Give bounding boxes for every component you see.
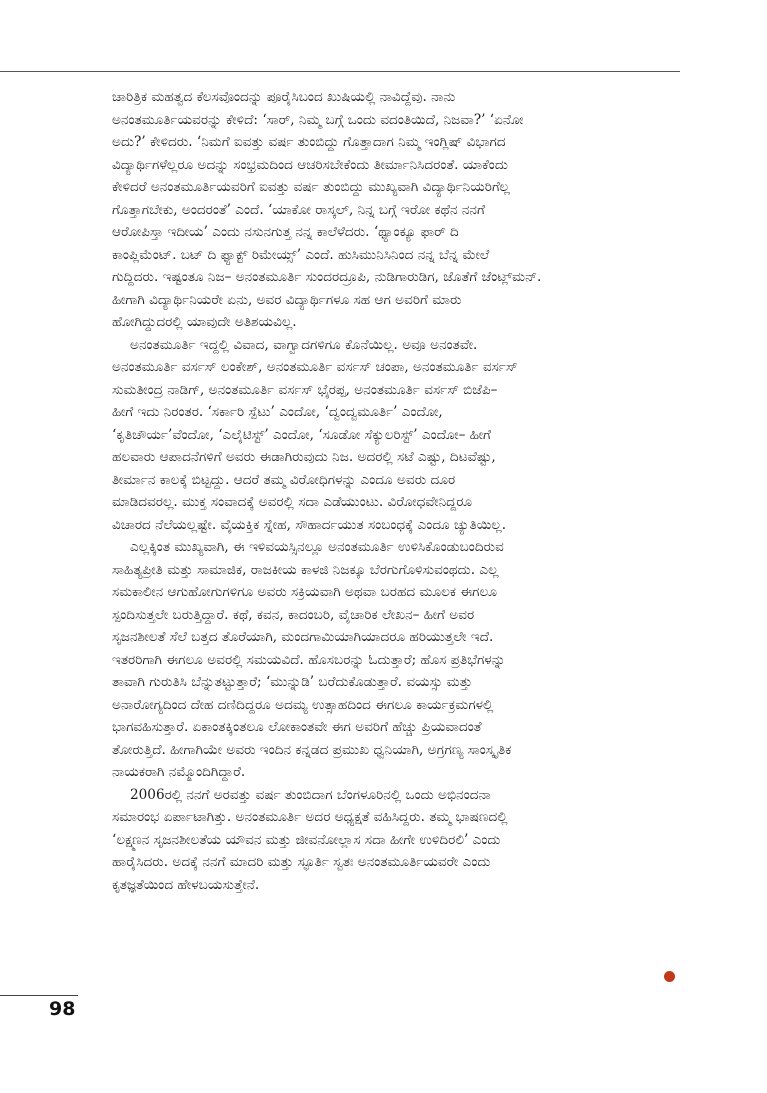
text-line-first: ಅನಂತಮೂರ್ತಿ ಇದ್ದಲ್ಲಿ ವಿವಾದ, ವಾಗ್ವಾದಗಳಿಗೂ ಕೊನೆಯಿಲ್ಲ. ಅವೂ ಅನಂತವೇ. [130,336,478,353]
paragraph-2 [112,334,672,537]
text-line-first: 2006ರಲ್ಲಿ ನನಗೆ ಅರವತ್ತು ವರ್ಷ ತುಂಬಿದಾಗ ಬೆಂಗಳೂರಿನಲ್ಲಿ ಒಂದು ಅಭಿನಂದನಾ [130,786,491,803]
paragraph-4 [112,784,672,897]
text-line: ತೀರ್ಮಾನ ಕಾಲಕ್ಕೆ ಬಿಟ್ಟದ್ದು. ಆದರೆ ತಮ್ಮ ವಿರೋಧಿಗಳನ್ನು ಎಂದೂ ಅವರು ದೂರ [112,471,456,488]
text-line: ಸಮಕಾಲೀನ ಆಗುಹೋಗುಗಳಿಗೂ ಅವರು ಸಕ್ರಿಯವಾಗಿ ಅಥವಾ ಬರಹದ ಮೂಲಕ ಈಗಲೂ [112,584,498,600]
text-line: ಭಾಗವಹಿಸುತ್ತಾರೆ. ಏಕಾಂತಕ್ಕಿಂತಲೂ ಲೋಕಾಂತವೇ ಈಗ ಅವರಿಗೆ ಹೆಚ್ಚು ಪ್ರಿಯವಾದಂತೆ [112,719,482,735]
page-number: 98 [49,998,76,1020]
text-line: ಅನಾರೋಗ್ಯದಿಂದ ದೇಹ ದಣಿದಿದ್ದರೂ ಅದಮ್ಯ ಉತ್ಸಾಹದಿಂದ ಈಗಲೂ ಕಾರ್ಯಕ್ರಮಗಳಲ್ಲಿ [112,696,494,713]
text-line: ಕಾಂಪ್ಲಿಮೆಂಟ್. ಬಟ್ ದಿ ಫ್ಯಾಕ್ಟ್ ರಿಮೇಯ್ಸ್’ ಎಂದೆ. ಹುಸಿಮುನಿಸಿನಿಂದ ನನ್ನ ಬೆನ್ನ ಮೇಲೆ [112,246,490,263]
text-line: ಹಲವಾರು ಆಪಾದನೆಗಳಿಗೆ ಅವರು ಈಡಾಗಿರುವುದು ನಿಜ. ಅದರಲ್ಲಿ ಸಟೆ ಎಷ್ಟು, ದಿಟವೆಷ್ಟು, [112,449,496,465]
text-line: ನಾಯಕರಾಗಿ ನಮ್ಮೊಂದಿಗಿದ್ದಾರೆ. [112,764,246,780]
text-line: ಅನಂತಮೂರ್ತಿಯವರನ್ನು ಕೇಳಿದೆ: ‘ಸಾರ್, ನಿಮ್ಮ ಬಗ್ಗೆ ಒಂದು ವದಂತಿಯಿದೆ, ನಿಜವಾ?’ ‘ಏನೋ [112,111,524,128]
text-line: ಇತರರಿಗಾಗಿ ಈಗಲೂ ಅವರಲ್ಲಿ ಸಮಯವಿದೆ. ಹೊಸಬರನ್ನು ಓದುತ್ತಾರೆ; ಹೊಸ ಪ್ರತಿಭೆಗಳನ್ನು [112,651,506,668]
text-line: ಹೋಗಿದ್ದುದರಲ್ಲಿ ಯಾವುದೇ ಅತಿಶಯವಿಲ್ಲ. [112,314,297,330]
text-line: ಕೇಳಿದರೆ ಅನಂತಮೂರ್ತಿಯವರಿಗೆ ಐವತ್ತು ವರ್ಷ ತುಂಬಿದ್ದು ಮುಖ್ಯವಾಗಿ ವಿದ್ಯಾರ್ಥಿನಿಯರಿಗೆಲ್ಲ [112,179,510,195]
body-text [112,86,672,896]
text-line: ಸೃಜನಶೀಲತೆ ಸೆಲೆ ಬತ್ತದ ತೊರೆಯಾಗಿ, ಮಂದಗಾಮಿಯಾಗಿಯಾದರೂ ಹರಿಯುತ್ತಲೇ ಇದೆ. [112,629,494,645]
text-line: ತೋರುತ್ತಿದೆ. ಹೀಗಾಗಿಯೇ ಅವರು ಇಂದಿನ ಕನ್ನಡದ ಪ್ರಮುಖ ಧ್ವನಿಯಾಗಿ, ಅಗ್ರಗಣ್ಯ ಸಾಂಸ್ಕೃತಿಕ [112,741,512,758]
text-line: ಅದು?’ ಕೇಳಿದರು. ‘ನಿಮಗೆ ಐವತ್ತು ವರ್ಷ ತುಂಬಿದ್ದು ಗೊತ್ತಾದಾಗ ನಿಮ್ಮ ಇಂಗ್ಲಿಷ್ ವಿಭಾಗದ [112,134,506,150]
text-line: ಹಾರೈಸಿದರು. ಅದಕ್ಕೆ ನನಗೆ ಮಾದರಿ ಮತ್ತು ಸ್ಫೂರ್ತಿ ಸ್ವತಃ ಅನಂತಮೂರ್ತಿಯವರೇ ಎಂದು [112,854,491,870]
text-line: ವಿಚಾರದ ನೆಲೆಯಲ್ಲಷ್ಟೇ. ವೈಯಕ್ತಿಕ ಸ್ನೇಹ, ಸೌಹಾರ್ದಯುತ ಸಂಬಂಧಕ್ಕೆ ಎಂದೂ ಚ್ಯುತಿಯಿಲ್ಲ. [112,516,507,533]
text-line: ಅನಂತಮೂರ್ತಿ ವರ್ಸಸ್ ಲಂಕೇಶ್, ಅನಂತಮೂರ್ತಿ ವರ್ಸಸ್ ಚಂಪಾ, ಅನಂತಮೂರ್ತಿ ವರ್ಸಸ್ [112,359,518,375]
text-line: ‘ಕೃತಿಚೌರ್ಯ’ವೆಂದೋ, ‘ಎಲೈಟಿಸ್ಟ್’ ಎಂದೋ, ‘ಸೂಡೋ ಸೆಕ್ಯುಲರಿಸ್ಟ್’ ಎಂದೋ– ಹೀಗೆ [112,426,491,443]
text-line: ಗುದ್ದಿದರು. ಇಷ್ಟಂತೂ ನಿಜ– ಅನಂತಮೂರ್ತಿ ಸುಂದರದ್ರೂಪಿ, ನುಡಿಗಾರುಡಿಗ, ಜೊತೆಗೆ ಜೆಂಟ್ಲ್‌ಮನ್. [112,269,542,285]
paragraph-1 [112,86,672,334]
end-of-article-dot [664,971,675,982]
footer-rule [0,995,78,996]
text-line: ಸಾಹಿತ್ಯಪ್ರೀತಿ ಮತ್ತು ಸಾಮಾಜಿಕ, ರಾಜಕೀಯ ಕಾಳಜಿ ನಿಜಕ್ಕೂ ಬೆರಗುಗೊಳಿಸುವಂಥದು. ಎಲ್ಲ [112,561,499,578]
text-line: ವಿದ್ಯಾರ್ಥಿಗಳೆಲ್ಲರೂ ಅದನ್ನು ಸಂಭ್ರಮದಿಂದ ಆಚರಿಸಬೇಕೆಂದು ತೀರ್ಮಾನಿಸಿದರಂತೆ. ಯಾಕೆಂದು [112,156,508,173]
text-line: ಸ್ಪಂದಿಸುತ್ತಲೇ ಬರುತ್ತಿದ್ದಾರೆ. ಕಥೆ, ಕವನ, ಕಾದಂಬರಿ, ವೈಚಾರಿಕ ಲೇಖನ– ಹೀಗೆ ಅವರ [112,606,475,623]
text-line: ‘ಲಕ್ಷ್ಮಣನ ಸೃಜನಶೀಲತೆಯ ಯೌವನ ಮತ್ತು ಜೀವನೋಲ್ಲಾಸ ಸದಾ ಹೀಗೇ ಉಳಿದಿರಲಿ’ ಎಂದು [112,831,501,848]
text-line: ಚಾರಿತ್ರಿಕ ಮಹತ್ವದ ಕೆಲಸವೊಂದನ್ನು ಪೂರೈಸಿಬಂದ ಖುಷಿಯಲ್ಲಿ ನಾವಿದ್ದೆವು. ನಾನು [112,89,456,105]
text-line: ಮಾಡಿದವರಲ್ಲ. ಮುಕ್ತ ಸಂವಾದಕ್ಕೆ ಅವರಲ್ಲಿ ಸದಾ ಎಡೆಯುಂಟು. ವಿರೋಧವೇನಿದ್ದರೂ [112,494,473,510]
text-line-first: ಎಲ್ಲಕ್ಕಿಂತ ಮುಖ್ಯವಾಗಿ, ಈ ಇಳಿವಯಸ್ಸಿನಲ್ಲೂ ಅನಂತಮೂರ್ತಿ ಉಳಿಸಿಕೊಂಡುಬಂದಿರುವ [130,539,504,555]
header-rule [0,71,680,72]
text-line: ಸುಮತೀಂದ್ರ ನಾಡಿಗ್, ಅನಂತಮೂರ್ತಿ ವರ್ಸಸ್ ಭೈರಪ್ಪ, ಅನಂತಮೂರ್ತಿ ವರ್ಸಸ್ ಬಿಜೆಪಿ– [112,381,498,398]
paragraph-3 [112,536,672,784]
text-line: ತಾವಾಗಿ ಗುರುತಿಸಿ ಬೆನ್ನುತಟ್ಟುತ್ತಾರೆ; ‘ಮುನ್ನುಡಿ’ ಬರೆದುಕೊಡುತ್ತಾರೆ. ವಯಸ್ಸು ಮತ್ತು [112,674,473,690]
text-line: ಹೀಗೆ ಇದು ನಿರಂತರ. ‘ಸರ್ಕಾರಿ ಸ್ಪೆಟು’ ಎಂದೋ, ‘ದ್ವಂದ್ವಮೂರ್ತಿ’ ಎಂದೋ, [112,404,443,420]
text-line: ಹೀಗಾಗಿ ವಿದ್ಯಾರ್ಥಿನಿಯರೇ ಏನು, ಅವರ ವಿದ್ಯಾರ್ಥಿಗಳೂ ಸಹ ಆಗ ಅವರಿಗೆ ಮಾರು [112,291,462,308]
text-line: ಸಮಾರಂಭ ಏರ್ಪಾಟಾಗಿತ್ತು. ಅನಂತಮೂರ್ತಿ ಅದರ ಅಧ್ಯಕ್ಷತೆ ವಹಿಸಿದ್ದರು. ತಮ್ಮ ಭಾಷಣದಲ್ಲಿ [112,809,508,825]
text-line: ಆರೋಪಿಸ್ತಾ ಇದೀಯ’ ಎಂದು ನಸುನಗುತ್ತ ನನ್ನ ಕಾಲೆಳೆದರು. ‘ಥ್ಯಾಂಕ್ಯೂ ಫಾರ್ ದಿ [112,224,459,240]
text-line: ಕೃತಜ್ಞತೆಯಿಂದ ಹೇಳಬಯಸುತ್ತೇನೆ. [112,876,260,893]
text-line: ಗೊತ್ತಾಗಬೇಕು, ಅಂದರಂತೆ’ ಎಂದೆ. ‘ಯಾಕೋ ರಾಸ್ಕಲ್, ನಿನ್ನ ಬಗ್ಗೆ ಇರೋ ಕಥೆನ ನನಗೆ [112,201,485,218]
